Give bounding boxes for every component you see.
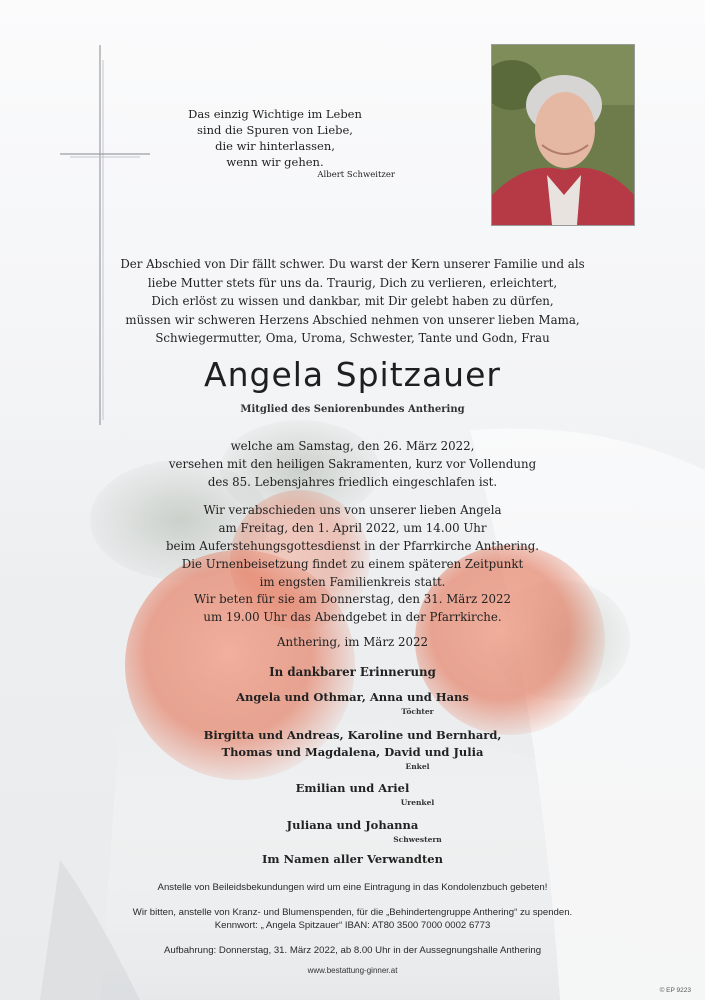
all-relatives: Im Namen aller Verwandten (262, 852, 443, 866)
place-date: Anthering, im März 2022 (277, 635, 428, 649)
quote-line: Das einzig Wichtige im Leben (188, 107, 362, 121)
deceased-name: Angela Spitzauer (204, 355, 501, 394)
intro-line: liebe Mutter stets für uns da. Traurig, Dich zu verlieren, erleichtert, (147, 275, 558, 290)
donation-note (0, 906, 705, 932)
family-group-daughters (0, 689, 705, 717)
family-relation: Schwestern (393, 835, 442, 844)
quote-author: Albert Schweitzer (317, 170, 395, 180)
membership-line: Mitglied des Seniorenbundes Anthering (240, 404, 465, 415)
quote-line: die wir hinterlassen, (215, 139, 335, 153)
family-group-sisters (0, 817, 705, 845)
viewing-note: Aufbahrung: Donnerstag, 31. März 2022, ab 8.00 Uhr in der Aussegnungshalle Anthering (163, 945, 542, 956)
funeral-line: am Freitag, den 1. April 2022, um 14.00 Uhr (218, 521, 487, 535)
quote-line: sind die Spuren von Liebe, (197, 123, 353, 137)
funeral-line: im engsten Familienkreis statt. (259, 575, 446, 589)
family-names: Thomas und Magdalena, David und Julia (221, 745, 484, 759)
family-names: Juliana und Johanna (286, 818, 419, 832)
prayer-info (0, 590, 705, 626)
intro-line: Dich erlöst zu wissen und dankbar, mit Dir gelebt haben zu dürfen, (151, 294, 554, 308)
death-line: des 85. Lebensjahres friedlich eingeschlafen ist. (207, 475, 498, 489)
family-relation: Enkel (405, 762, 430, 771)
death-line: versehen mit den heiligen Sakramenten, kurz vor Vollendung (168, 457, 537, 471)
family-names: Birgitta und Andreas, Karoline und Bernhard, (203, 728, 502, 742)
family-names: Emilian und Ariel (295, 781, 410, 795)
funeral-info (0, 501, 705, 591)
intro-line: müssen wir schweren Herzens Abschied nehmen von unserer lieben Mama, (125, 312, 580, 327)
donation-line: Wir bitten, anstelle von Kranz- und Blumenspenden, für die „Behindertengruppe Anthering“ zu spenden. (132, 907, 573, 918)
funeral-line: Die Urnenbeisetzung findet zu einem späteren Zeitpunkt (181, 557, 524, 571)
remembrance-heading: In dankbarer Erinnerung (269, 665, 436, 679)
death-line: welche am Samstag, den 26. März 2022, (230, 439, 475, 453)
memorial-quote (180, 106, 370, 170)
intro-line: Schwiegermutter, Oma, Uroma, Schwester, Tante und Godn, Frau (155, 331, 550, 345)
print-code: © EP 9223 (659, 987, 691, 994)
funeral-line: beim Auferstehungsgottesdienst in der Pfarrkirche Anthering. (165, 539, 540, 553)
website-link[interactable]: www.bestattung-ginner.at (307, 966, 398, 975)
funeral-line: Wir verabschieden uns von unserer lieben Angela (203, 503, 502, 517)
family-group-great-grandchildren (0, 780, 705, 808)
prayer-line: um 19.00 Uhr das Abendgebet in der Pfarrkirche. (203, 610, 502, 624)
quote-line: wenn wir gehen. (226, 155, 324, 169)
prayer-line: Wir beten für sie am Donnerstag, den 31. März 2022 (194, 592, 511, 606)
intro-text (0, 255, 705, 348)
family-group-grandchildren (0, 727, 705, 772)
family-relation: Urenkel (400, 798, 435, 807)
death-notice (0, 437, 705, 491)
intro-line: Der Abschied von Dir fällt schwer. Du warst der Kern unserer Familie und als (120, 257, 585, 271)
donation-line: Kennwort: „ Angela Spitzauer“ IBAN: AT80 3500 7000 0002 6773 (214, 920, 491, 931)
family-relation: Töchter (401, 707, 434, 716)
portrait-photo (491, 44, 635, 226)
condolence-note: Anstelle von Beileidsbekundungen wird um eine Eintragung in das Kondolenzbuch gebeten! (157, 882, 548, 893)
family-names: Angela und Othmar, Anna und Hans (236, 690, 469, 704)
